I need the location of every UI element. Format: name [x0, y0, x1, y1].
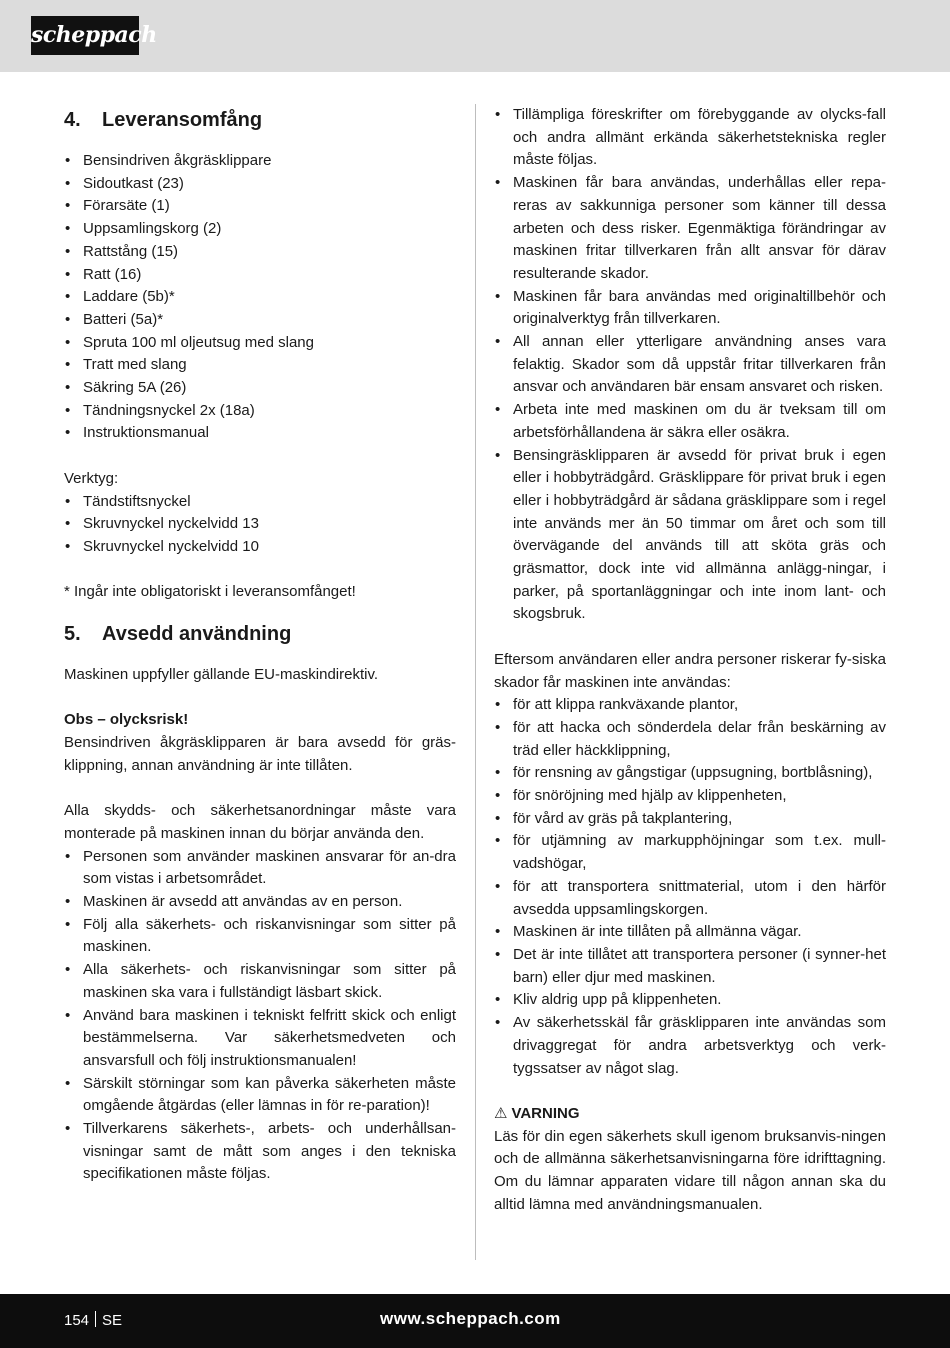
- prohibited-list: [494, 694, 886, 1080]
- rule-item: • Tillämpliga föreskrifter om förebyggande av olycks-fall och andra allmänt erkända säkerhetstekniska regler måste följas.: [494, 104, 886, 172]
- prohibited-intro: Eftersom användaren eller andra personer riskerar fy-siska skador får maskinen inte användas:: [494, 650, 886, 691]
- tools-label: Verktyg:: [64, 469, 119, 487]
- caution-heading: Obs – olycksrisk!: [64, 711, 189, 729]
- right-column: [494, 104, 886, 1216]
- left-column: [64, 104, 456, 1186]
- safety-item: • Tillverkarens säkerhets-, arbets- och underhållsan-visningar samt de mått som anges i den tekniska specifikationen måste följas.: [64, 1118, 456, 1186]
- delivery-list: [64, 150, 456, 445]
- tools-list: [64, 491, 456, 559]
- tool-item: • Skruvnyckel nyckelvidd 10: [64, 536, 456, 559]
- delivery-item: • Tratt med slang: [64, 354, 456, 377]
- rule-item: • Arbeta inte med maskinen om du är tveksam till om arbetsförhållandena är säkra eller osäkra.: [494, 399, 886, 444]
- prohibited-item: • för att klippa rankväxande plantor,: [494, 694, 886, 717]
- prohibited-item: • för att hacka och sönderdela delar från beskärning av träd eller häckklippning,: [494, 717, 886, 762]
- caution-text: Bensindriven åkgräsklipparen är bara avsedd för gräs-klippning, annan användning är inte tillåten.: [64, 734, 456, 774]
- tool-item: • Skruvnyckel nyckelvidd 13: [64, 513, 456, 536]
- delivery-item: • Uppsamlingskorg (2): [64, 218, 456, 241]
- warning-text: Läs för din egen säkerhets skull igenom bruksanvis-ningen och de allmänna säkerhetsanvisningarna före idrifttagning. Om du lämnar apparaten vidare till någon annan ska du alltid lämna med användningsmanualen.: [494, 1127, 886, 1213]
- delivery-item: • Laddare (5b)*: [64, 286, 456, 309]
- delivery-item: • Spruta 100 ml oljeutsug med slang: [64, 332, 456, 355]
- language-code: SE: [102, 1312, 123, 1329]
- warning-label: VARNING: [511, 1104, 580, 1122]
- safety-item: • Använd bara maskinen i tekniskt felfritt skick och enligt bestämmelserna. Var säkerhetsmedveten och ansvarsfull och följ instruktionsmanualen!: [64, 1005, 456, 1073]
- page-indicator: [64, 1310, 122, 1332]
- rule-item: • All annan eller ytterligare användning anses vara felaktig. Skador som då uppstår fritar tillverkaren från ansvar och användaren bär ensam ansvaret och risken.: [494, 331, 886, 399]
- delivery-item: • Förarsäte (1): [64, 195, 456, 218]
- prohibited-item: • för utjämning av markupphöjningar som t.ex. mull-vadshögar,: [494, 830, 886, 875]
- rule-item: • Maskinen får bara användas med originaltillbehör och originalverktyg från tillverkaren.: [494, 286, 886, 331]
- delivery-item: • Batteri (5a)*: [64, 309, 456, 332]
- prohibited-item: • för rensning av gångstigar (uppsugning, bortblåsning),: [494, 762, 886, 785]
- page-number: 154: [64, 1312, 90, 1329]
- intended-use-intro: Maskinen uppfyller gällande EU-maskindirektiv.: [64, 666, 379, 684]
- brand-logo: scheppach: [31, 16, 139, 55]
- section-4-title: Leveransomfång: [102, 109, 263, 131]
- delivery-item: • Bensindriven åkgräsklippare: [64, 150, 456, 173]
- tool-item: • Tändstiftsnyckel: [64, 491, 456, 514]
- website-url: www.scheppach.com: [380, 1309, 561, 1328]
- warning-heading: [494, 1103, 886, 1126]
- footer-bar: [0, 1294, 950, 1348]
- delivery-item: • Säkring 5A (26): [64, 377, 456, 400]
- safety-item: • Alla säkerhets- och riskanvisningar som sitter på maskinen ska vara i fullständigt läsbart skick.: [64, 959, 456, 1004]
- rule-item: • Bensingräsklipparen är avsedd för privat bruk i egen eller i hobbyträdgård. Gräsklippare för privat bruk i egen eller i hobbyträdgård är sådana gräsklippare som i regel inte används mer än 50 timmar om året och som till övervägande del används till att sköta gräs och gräsmattor, dock inte vid allmänna anlägg-ningar, i parker, på sportanläggningar och inte inom lant- och skogsbruk.: [494, 445, 886, 627]
- prohibited-item: • för snöröjning med hjälp av klippenheten,: [494, 785, 886, 808]
- prohibited-item: • Av säkerhetsskäl får gräsklipparen inte användas som drivaggregat för andra arbetsverktyg och verk-tygssatser av något slag.: [494, 1012, 886, 1080]
- rule-item: • Maskinen får bara användas, underhållas eller repa-reras av sakkunniga personer som känner till dessa arbeten och dess risker. Egenmäktiga förändringar av maskinen fritar tillverkaren från allt ansvar för därav resulterande skador.: [494, 172, 886, 286]
- section-5-heading: [64, 618, 456, 650]
- safety-item: • Särskilt störningar som kan påverka säkerheten måste omgående åtgärdas (eller lämnas in för re-paration)!: [64, 1073, 456, 1118]
- prohibited-item: • Maskinen är inte tillåten på allmänna vägar.: [494, 921, 886, 944]
- prohibited-item: • Kliv aldrig upp på klippenheten.: [494, 989, 886, 1012]
- delivery-item: • Tändningsnyckel 2x (18a): [64, 400, 456, 423]
- section-4-heading: [64, 104, 456, 136]
- safety-intro: Alla skydds- och säkerhetsanordningar måste vara monterade på maskinen innan du börjar använda den.: [64, 802, 456, 842]
- footer-separator: [95, 1311, 96, 1327]
- delivery-item: • Sidoutkast (23): [64, 173, 456, 196]
- column-divider: [475, 104, 476, 1260]
- footnote: * Ingår inte obligatoriskt i leveransomfånget!: [64, 583, 356, 601]
- delivery-item: • Ratt (16): [64, 264, 456, 287]
- delivery-item: • Instruktionsmanual: [64, 422, 456, 445]
- rules-list: [494, 104, 886, 626]
- prohibited-item: • för vård av gräs på takplantering,: [494, 808, 886, 831]
- section-5-number: 5.: [64, 623, 81, 646]
- delivery-item: • Rattstång (15): [64, 241, 456, 264]
- prohibited-item: • Det är inte tillåtet att transportera personer (i synner-het barn) eller djur med maskinen.: [494, 944, 886, 989]
- safety-item: • Personen som använder maskinen ansvarar för an-dra som vistas i arbetsområdet.: [64, 846, 456, 891]
- section-4-number: 4.: [64, 109, 81, 131]
- safety-item: • Följ alla säkerhets- och riskanvisningar som sitter på maskinen.: [64, 914, 456, 959]
- section-5-title: Avsedd användning: [102, 623, 292, 646]
- header-bar: [0, 0, 950, 72]
- prohibited-item: • för att transportera snittmaterial, utom i den härför avsedda uppsamlingskorgen.: [494, 876, 886, 921]
- safety-list: [64, 846, 456, 1187]
- warning-triangle-icon: ⚠: [494, 1104, 508, 1122]
- safety-item: • Maskinen är avsedd att användas av en person.: [64, 891, 456, 914]
